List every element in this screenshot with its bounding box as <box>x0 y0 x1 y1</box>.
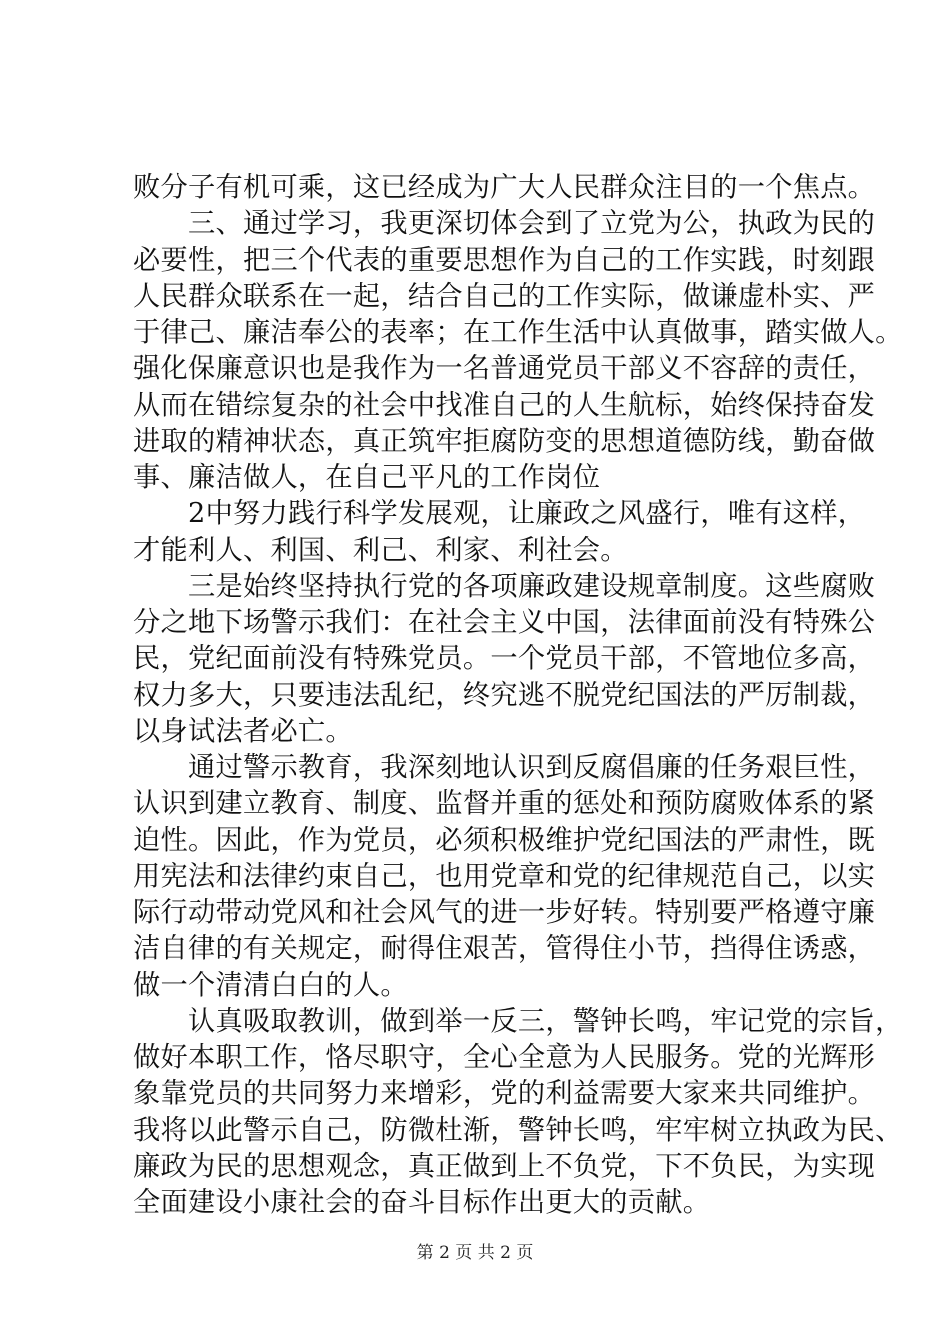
page-number-label: 第 2 页 共 2 页 <box>416 1243 534 1263</box>
text-line: 做一个清清白白的人。 <box>133 969 408 1001</box>
text-line: 认真吸取教训，做到举一反三，警钟长鸣，牢记党的宗旨， <box>133 1005 903 1037</box>
text-line: 强化保廉意识也是我作为一名普通党员干部义不容辞的责任， <box>133 353 876 385</box>
text-line: 人民群众联系在一起，结合自己的工作实际，做谦虚朴实、严 <box>133 280 876 312</box>
text-line: 三是始终坚持执行党的各项廉政建设规章制度。这些腐败 <box>133 570 876 602</box>
text-line: 用宪法和法律约束自己，也用党章和党的纪律规范自己，以实 <box>133 860 876 892</box>
text-line: 廉政为民的思想观念，真正做到上不负党，下不负民，为实现 <box>133 1150 876 1182</box>
text-line: 际行动带动党风和社会风气的进一步好转。特别要严格遵守廉 <box>133 897 876 928</box>
text-line: 做好本职工作，恪尽职守，全心全意为人民服务。党的光辉形 <box>133 1042 876 1073</box>
text-line: 以身试法者必亡。 <box>133 715 353 747</box>
text-line: 全面建设小康社会的奋斗目标作出更大的贡献。 <box>133 1187 711 1218</box>
text-line: 于律己、廉洁奉公的表率；在工作生活中认真做事，踏实做人。 <box>133 317 903 348</box>
text-line: 权力多大，只要违法乱纪，终究逃不脱党纪国法的严厉制裁， <box>133 679 876 711</box>
text-line: 才能利人、利国、利己、利家、利社会。 <box>133 534 628 566</box>
text-line: 民，党纪面前没有特殊党员。一个党员干部，不管地位多高， <box>133 643 876 675</box>
text-line: 分之地下场警示我们：在社会主义中国，法律面前没有特殊公 <box>133 607 876 638</box>
text-line: 通过警示教育，我深刻地认识到反腐倡廉的任务艰巨性， <box>133 752 876 783</box>
text-line: 进取的精神状态，真正筑牢拒腐防变的思想道德防线，勤奋做 <box>133 425 876 457</box>
text-line: 迫性。因此，作为党员，必须积极维护党纪国法的严肃性，既 <box>133 824 876 856</box>
document-body <box>133 170 903 1221</box>
text-line: 败分子有机可乘，这已经成为广大人民群众注目的一个焦点。 <box>133 172 876 203</box>
text-line: 从而在错综复杂的社会中找准自己的人生航标，始终保持奋发 <box>133 389 876 421</box>
text-line: 象靠党员的共同努力来增彩，党的利益需要大家来共同维护。 <box>133 1078 876 1110</box>
text-line: 我将以此警示自己，防微杜渐，警钟长鸣，牢牢树立执政为民、 <box>133 1114 903 1146</box>
text-line: 事、廉洁做人，在自己平凡的工作岗位 <box>133 462 601 493</box>
page-footer <box>0 1242 950 1264</box>
text-line: 认识到建立教育、制度、监督并重的惩处和预防腐败体系的紧 <box>133 788 876 820</box>
text-line: 必要性，把三个代表的重要思想作为自己的工作实践，时刻跟 <box>133 244 876 276</box>
text-line: 洁自律的有关规定，耐得住艰苦，管得住小节，挡得住诱惑， <box>133 933 876 965</box>
text-line: 2中努力践行科学发展观，让廉政之风盛行，唯有这样， <box>133 498 866 530</box>
text-line: 三、通过学习，我更深切体会到了立党为公，执政为民的 <box>133 208 876 240</box>
